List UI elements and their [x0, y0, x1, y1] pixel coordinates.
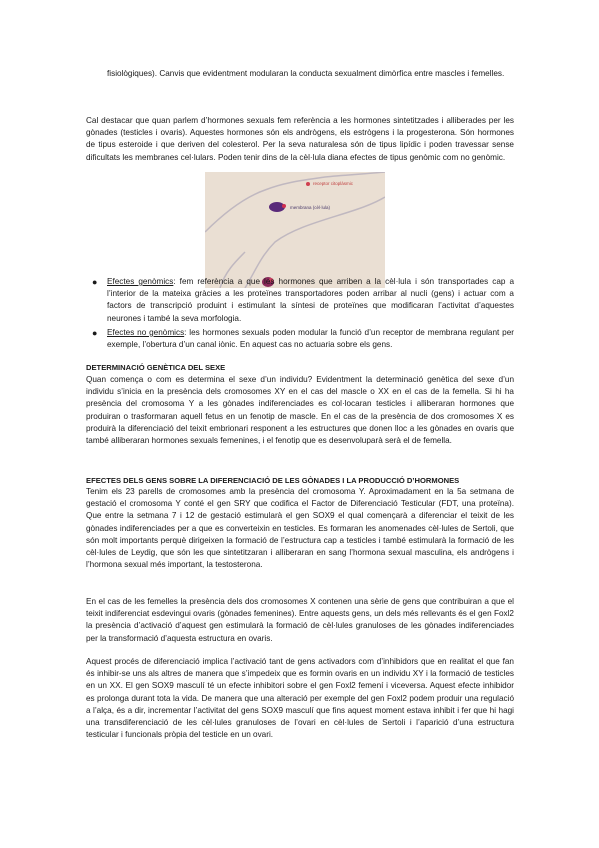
figure-label-top: receptor citoplàsmic [313, 181, 354, 186]
section-heading: EFECTES DELS GENS SOBRE LA DIFERENCIACIÓ DE LES GÒNADES I LA PRODUCCIÓ D’HORMONES [86, 476, 460, 485]
term: Efectes genòmics [107, 277, 174, 286]
list-item [86, 276, 514, 325]
bullet-icon: ● [92, 277, 98, 287]
cell-diagram-figure [205, 172, 385, 288]
bullet-text: : les hormones sexuals poden modular la funció d’un receptor de membrana regulant per exemple, l’obertura d’un canal iònic. En aquest cas no actuaria sobre els gens. [107, 327, 514, 350]
section-paragraph: Tenim els 23 parells de cromosomes amb la presència del cromosoma Y. Aproximadament en la 5a setmana de gestació el cromosoma Y conté el gen SRY que codifica el Factor de Diferenciació Testicular (FDT, una proteïna). Que entre la setmana 7 i 12 de gestació estimularà el gen SOX9 el qual començarà a diferenciar el teixit de les gònades indiferenciades per a que es converteixin en testicles. Es formaran les anomenades cèl·lules de Sertoli, que són molt importants perquè dirigeixen la formació de l’estructura cap a testicles i també estimularà la formació de les cèl·lules de Leydig, que són les que sintetitzaran i alliberaran en sang l’hormona sexual masculina, els andrògens i l’hormona sexual més important, la testosterona. [86, 487, 514, 570]
continuation-paragraph: fisiològiques). Canvis que evidentment modularan la conducta sexualment dimòrfica entre mascles i femelles. [107, 69, 505, 78]
figure-label-mid: membrana (cèl·lula) [290, 205, 331, 210]
section-paragraph: Aquest procés de diferenciació implica l’activació tant de gens activadors com d’inhibidors que en realitat el que fan és inhibir-se uns als altres de manera que s’impedeix que es formin ovaris en un individu XY i la formació de testicles en un XX. El gen SOX9 masculí té un efecte inhibitori sobre el gen Foxl2 femení i viceversa. Aquest efecte inhibidor es prolonga durant tota la vida. De manera que una alteració per exemple del gen Foxl2 podem produir una regulació a l’alça, és a dir, incrementar l’activitat del gens SOX9 masculí que fins aquest moment estava inhibit i fer que hi hagi una transdiferenciació de les cèl·lules granuloses de l’ovari en cèl·lules de Sertoli i l’aparició d’una estructura testicular i funcionals pròpia del testicle en un ovari. [86, 657, 514, 740]
section-paragraph: Quan comença o com es determina el sexe d’un individu? Evidentment la determinació genètica del sexe d’un individu s’inicia en la presència dels cromosomes XY en el cas del mascle o XX en el cas de la femella. Si hi ha presència del cromosoma Y a les gònades indiferenciades es col·locaran testicles i alliberaran hormones que produiran o trasformaran aquell fetus en un fenotip de mascle. En el cas de la presència de dos cromosomes X es produirà la diferenciació del teixit embrionari responent a les estructures que donen lloc a les gònades en ovaris que també alliberaran hormones sexuals femenines, i el fenotip que es desenvoluparà serà el de femella. [86, 375, 514, 446]
bullet-text: : fem referència a que les hormones que arriben a la cèl·lula i són transportades cap a l’interior de la mateixa gràcies a les proteïnes transportadores poden arribar al nucli (gens) i actuar com a factors de transcripció produint i estimulant la síntesi de proteïnes que modificaran l’activitat d’aquestes neurones i també la seva morfologia. [107, 277, 514, 323]
section-heading: DETERMINACIÓ GENÈTICA DEL SEXE [86, 363, 226, 372]
term: Efectes no genòmics [107, 327, 185, 337]
list-item [86, 327, 514, 351]
bullet-icon: ● [92, 327, 98, 338]
hormone-dot-icon [306, 182, 310, 186]
effects-list [86, 276, 514, 353]
cell-diagram [205, 172, 385, 288]
section-paragraph: En el cas de les femelles la presència dels dos cromosomes X contenen una sèrie de gens que contribuiran a que el teixit indiferenciat esdevingui ovaris (gònades femenines). Entre aquests gens, un dels més rellevants és el gen Foxl2 la presència d’activació d’aquest gen estimularà la formació de cèl·lules granuloses de les gònades indiferenciades per la transformació d’aquesta estructura en ovaris. [86, 597, 514, 643]
intro-paragraph: Cal destacar que quan parlem d’hormones sexuals fem referència a les hormones sintetitzades i alliberades per les gònades (testicles i ovaris). Aquestes hormones són els andrògens, els estrògens i la progesterona. Són hormones de tipus esteroide i que deriven del colesterol. Per la seva naturalesa són de tipus lipídic i poden travessar sense dificultats les membranes cel·lulars. Poden tenir dins de la cèl·lula diana efectes de tipus genòmic com no genòmic. [86, 116, 514, 162]
